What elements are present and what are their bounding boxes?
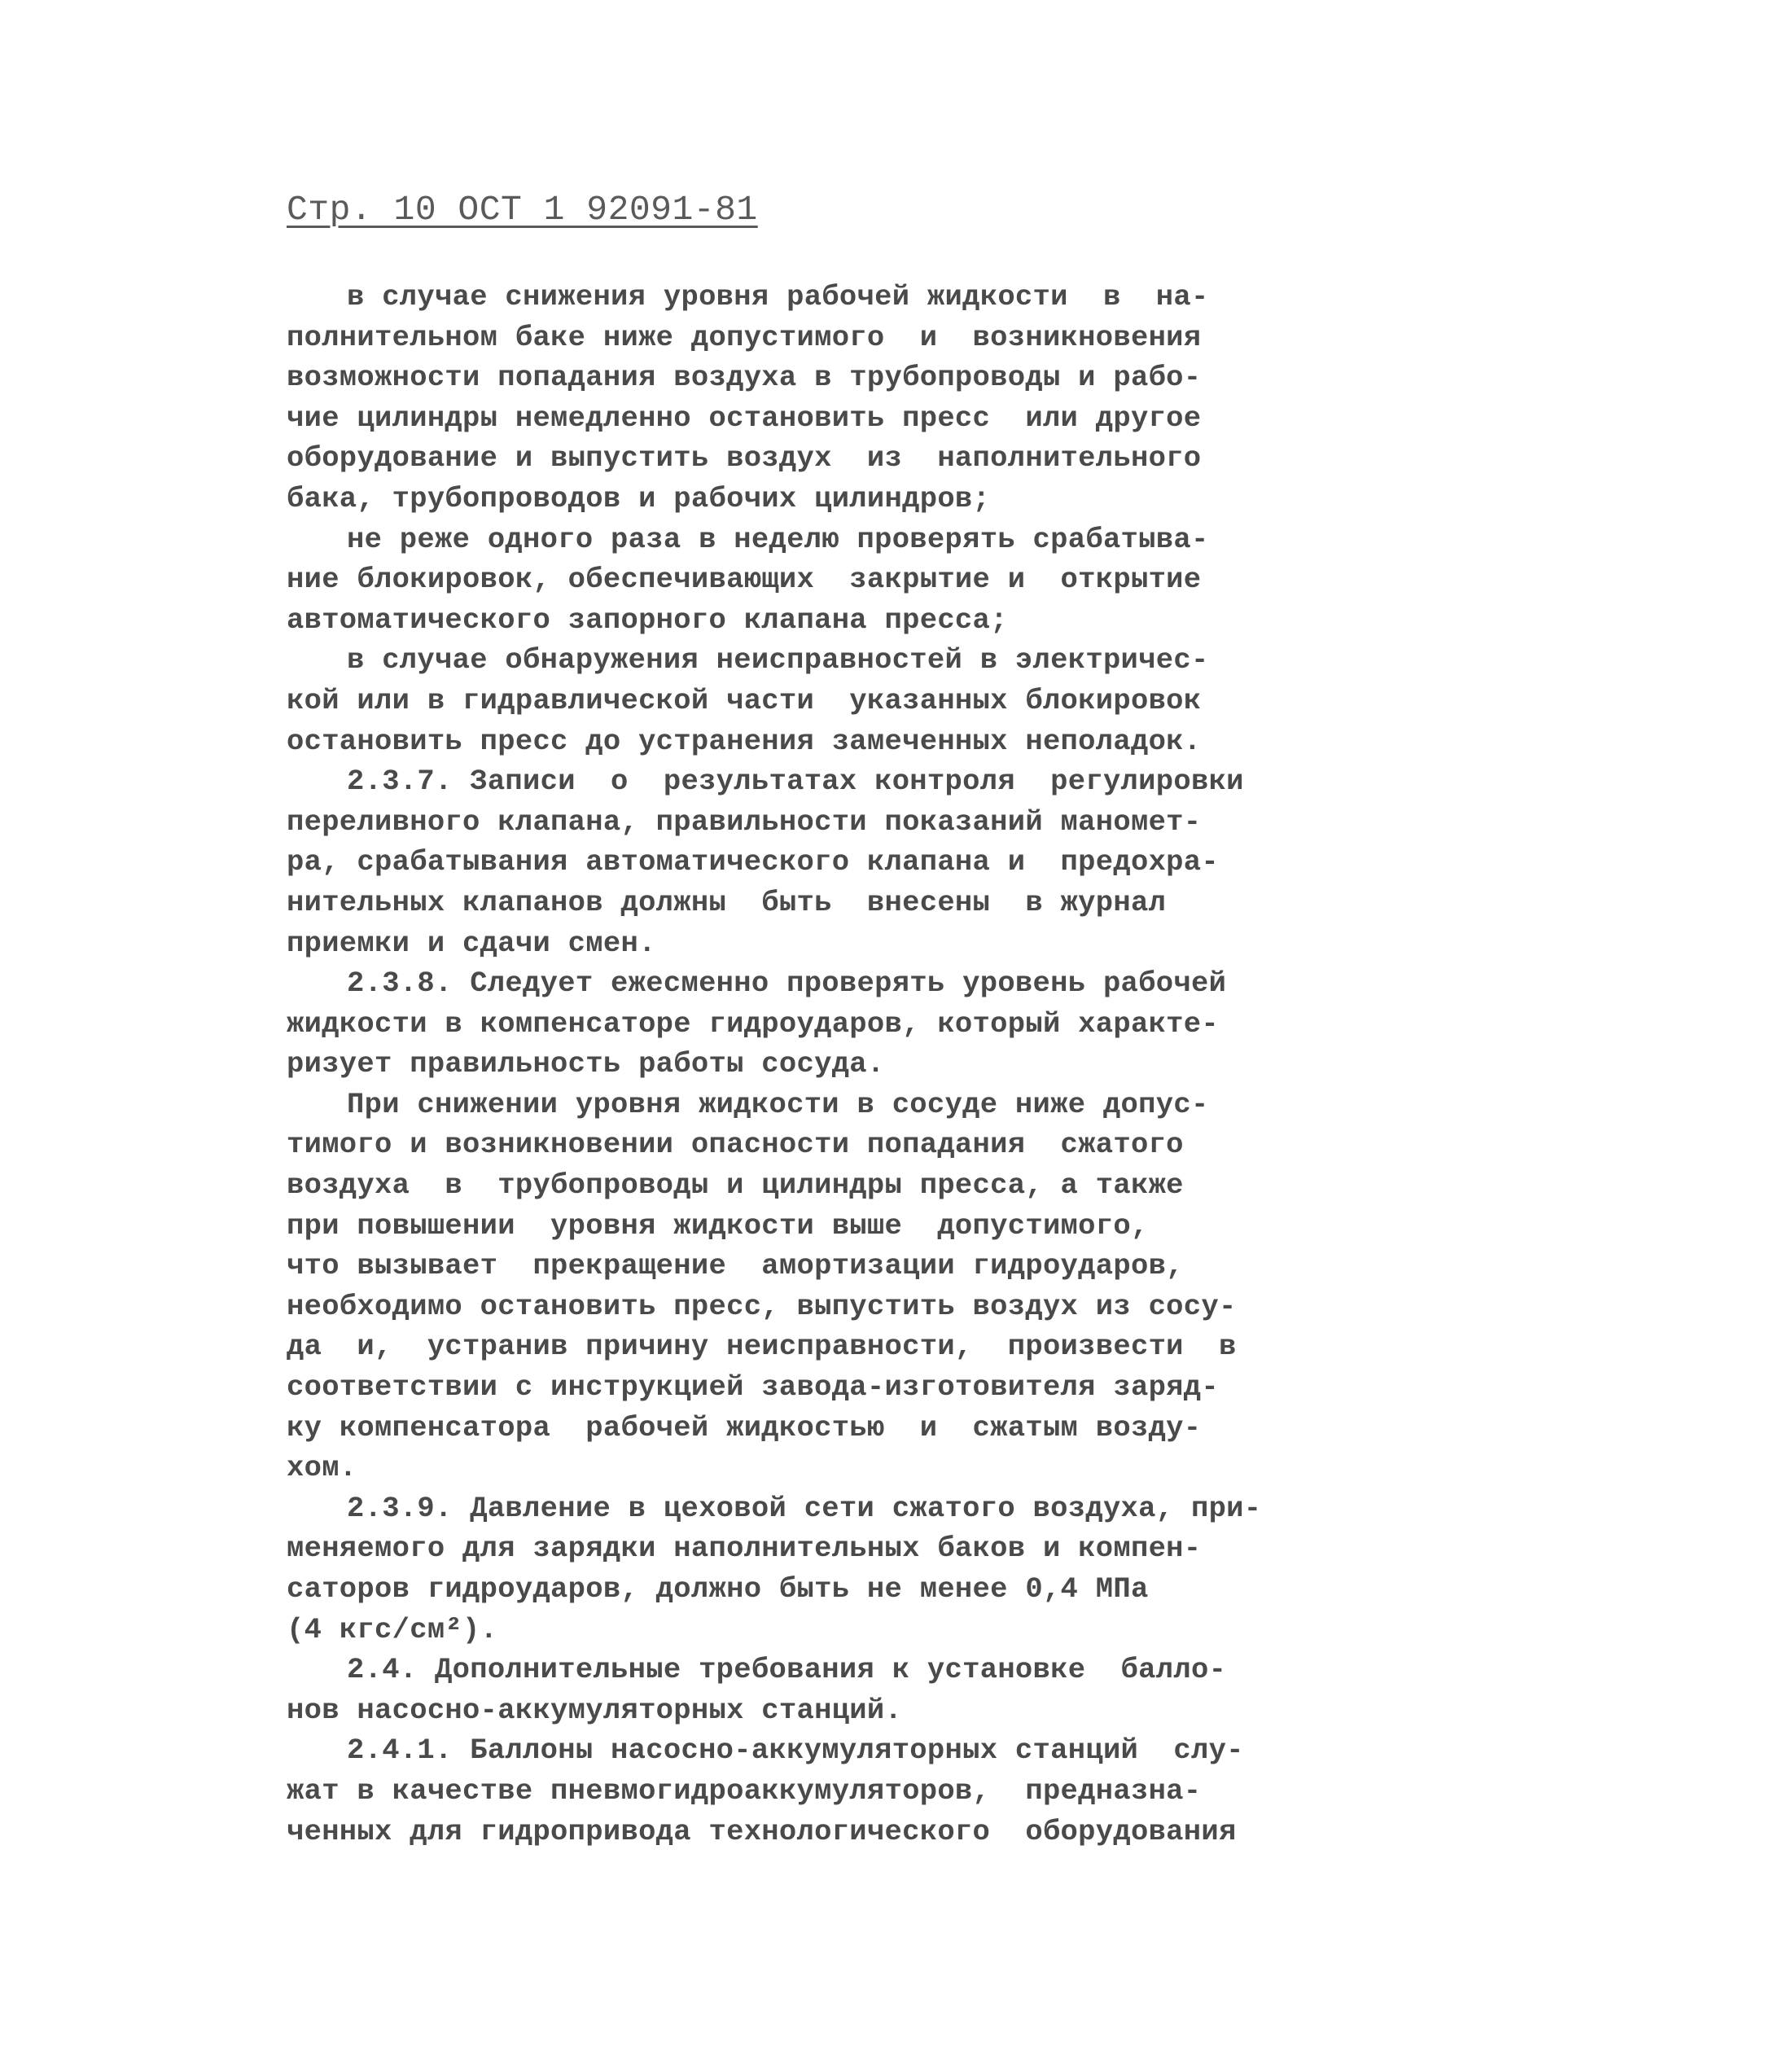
text-line: в случае обнаружения неисправностей в электричес- bbox=[347, 643, 1209, 677]
text-line: оборудование и выпустить воздух из наполнительного bbox=[287, 441, 1202, 476]
body-text bbox=[287, 277, 1337, 1852]
text-line: 2.4. Дополнительные требования к установке балло- bbox=[347, 1653, 1227, 1687]
text-line: полнительном баке ниже допустимого и возникновения bbox=[287, 320, 1202, 354]
text-line: жидкости в компенсаторе гидроударов, который характе- bbox=[287, 1006, 1219, 1041]
text-line: кой или в гидравлической части указанных блокировок bbox=[287, 683, 1202, 717]
text-line: соответствии с инструкцией завода-изготовителя заряд- bbox=[287, 1370, 1219, 1405]
text-line: жат в качестве пневмогидроаккумуляторов, предназна- bbox=[287, 1773, 1202, 1808]
text-line: да и, устранив причину неисправности, произвести в bbox=[287, 1330, 1237, 1364]
text-line: хом. bbox=[287, 1451, 357, 1485]
text-line: в случае снижения уровня рабочей жидкости в на- bbox=[347, 280, 1209, 313]
text-line: воздуха в трубопроводы и цилиндры пресса, а также bbox=[287, 1168, 1184, 1203]
text-line: ра, срабатывания автоматического клапана и предохра- bbox=[287, 845, 1219, 879]
text-line: 2.3.8. Следует ежесменно проверять уровень рабочей bbox=[347, 967, 1227, 1001]
page-header: Стр. 10 ОСТ 1 92091-81 bbox=[287, 190, 758, 230]
text-line: возможности попадания воздуха в трубопроводы и рабо- bbox=[287, 361, 1202, 395]
text-line: ку компенсатора рабочей жидкостью и сжатым возду- bbox=[287, 1410, 1202, 1444]
text-line: автоматического запорного клапана пресса; bbox=[287, 603, 1008, 637]
text-line: 2.3.9. Давление в цеховой сети сжатого воздуха, при- bbox=[347, 1491, 1262, 1525]
text-line: при повышении уровня жидкости выше допустимого, bbox=[287, 1208, 1149, 1243]
text-line: ние блокировок, обеспечивающих закрытие и открытие bbox=[287, 563, 1202, 597]
text-line: не реже одного раза в неделю проверять срабатыва- bbox=[347, 522, 1209, 556]
text-line: приемки и сдачи смен. bbox=[287, 926, 656, 960]
text-line: чие цилиндры немедленно остановить пресс или другое bbox=[287, 401, 1202, 435]
text-line: переливного клапана, правильности показаний маномет- bbox=[287, 804, 1202, 839]
text-line: При снижении уровня жидкости в сосуде ниже допус- bbox=[347, 1087, 1209, 1121]
text-line: нов насосно-аккумуляторных станций. bbox=[287, 1693, 903, 1727]
text-line: (4 кгс/см²). bbox=[287, 1612, 498, 1646]
text-line: ченных для гидропривода технологического оборудования bbox=[287, 1814, 1237, 1848]
text-line: нительных клапанов должны быть внесены в журнал bbox=[287, 885, 1167, 919]
text-line: необходимо остановить пресс, выпустить воздух из сосу- bbox=[287, 1289, 1237, 1323]
text-line: меняемого для зарядки наполнительных баков и компен- bbox=[287, 1532, 1202, 1566]
text-line: ризует правильность работы сосуда. bbox=[287, 1047, 885, 1081]
text-line: 2.4.1. Баллоны насосно-аккумуляторных станций слу- bbox=[347, 1734, 1244, 1768]
text-line: 2.3.7. Записи о результатах контроля регулировки bbox=[347, 765, 1244, 799]
text-line: тимого и возникновении опасности попадания сжатого bbox=[287, 1128, 1184, 1162]
text-line: что вызывает прекращение амортизации гидроударов, bbox=[287, 1249, 1184, 1283]
text-line: саторов гидроударов, должно быть не менее 0,4 МПа bbox=[287, 1572, 1149, 1606]
text-line: остановить пресс до устранения замеченных неполадок. bbox=[287, 724, 1202, 758]
text-line: бака, трубопроводов и рабочих цилиндров; bbox=[287, 481, 991, 515]
